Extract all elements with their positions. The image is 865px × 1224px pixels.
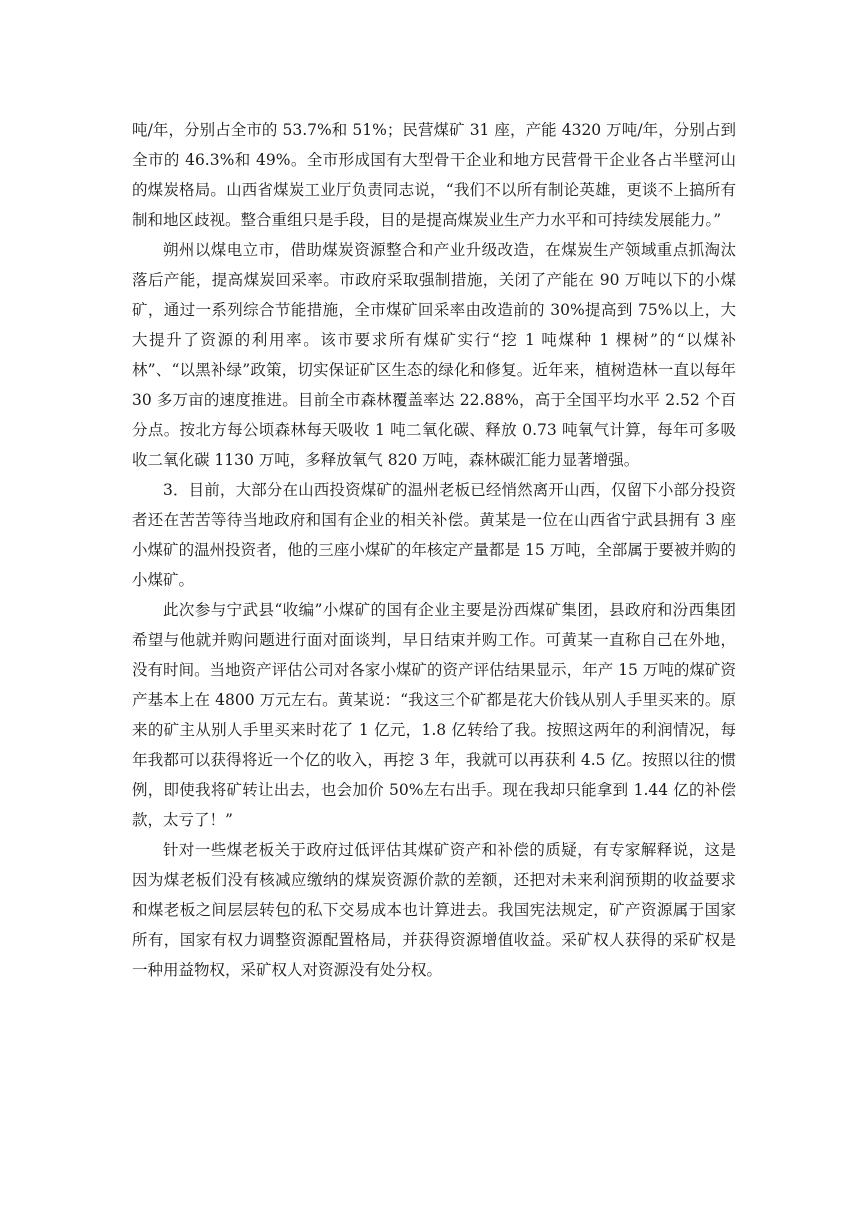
paragraph-wenzhou-investors: 3．目前，大部分在山西投资煤矿的温州老板已经悄然离开山西，仅留下小部分投资者还在苦苦等待当地政府和国有企业的相关补偿。黄某是一位在山西省宁武县拥有 3 座小煤矿的温州投资者，他的三座小煤矿的年核定产量都是 15 万吨，全部属于要被并购的小煤矿。: [132, 481, 736, 589]
paragraph-ningwu-acquisition: 此次参与宁武县“收编”小煤矿的国有企业主要是汾西煤矿集团，县政府和汾西集团希望与他就并购问题进行面对面谈判，早日结束并购工作。可黄某一直称自己在外地，没有时间。当地资产评估公司对各家小煤矿的资产评估结果显示，年产 15 万吨的煤矿资产基本上在 4800 万元左右。黄某说：“我这三个矿都是花大价钱从别人手里买来的。原来的矿主从别人手里买来时花了 1 亿元，1.8 亿转给了我。按照这两年的利润情况，每年我都可以获得将近一个亿的收入，再挖 3 年，我就可以再获利 4.5 亿。按照以往的惯例，即使我将矿转让出去，也会加价 50%左右出手。现在我却只能拿到 1.44 亿的补偿款，太亏了！”: [132, 601, 736, 829]
paragraph-coal-ownership: 吨/年，分别占全市的 53.7%和 51%；民营煤矿 31 座，产能 4320 万吨/年，分别占到全市的 46.3%和 49%。全市形成国有大型骨干企业和地方民营骨干企业各占半壁河山的煤炭格局。山西省煤炭工业厅负责同志说，“我们不以所有制论英雄，更谈不上搞所有制和地区歧视。整合重组只是手段，目的是提高煤炭业生产力水平和可持续发展能力。”: [132, 121, 736, 229]
document-body: [132, 115, 736, 985]
paragraph-expert-explanation: 针对一些煤老板关于政府过低评估其煤矿资产和补偿的质疑，有专家解释说，这是因为煤老板们没有核减应缴纳的煤炭资源价款的差额，还把对未来利润预期的收益要求和煤老板之间层层转包的私下交易成本也计算进去。我国宪法规定，矿产资源属于国家所有，国家有权力调整资源配置格局，并获得资源增值收益。采矿权人获得的采矿权是一种用益物权，采矿权人对资源没有处分权。: [132, 841, 736, 979]
paragraph-shuozhou-forestry: 朔州以煤电立市，借助煤炭资源整合和产业升级改造，在煤炭生产领域重点抓淘汰落后产能，提高煤炭回采率。市政府采取强制措施，关闭了产能在 90 万吨以下的小煤矿，通过一系列综合节能措施，全市煤矿回采率由改造前的 30%提高到 75%以上，大大提升了资源的利用率。该市要求所有煤矿实行“挖 1 吨煤种 1 棵树”的“以煤补林”、“以黑补绿”政策，切实保证矿区生态的绿化和修复。近年来，植树造林一直以每年 30 多万亩的速度推进。目前全市森林覆盖率达 22.88%，高于全国平均水平 2.52 个百分点。按北方每公顷森林每天吸收 1 吨二氧化碳、释放 0.73 吨氧气计算，每年可多吸收二氧化碳 1130 万吨，多释放氧气 820 万吨，森林碳汇能力显著增强。: [132, 241, 736, 469]
